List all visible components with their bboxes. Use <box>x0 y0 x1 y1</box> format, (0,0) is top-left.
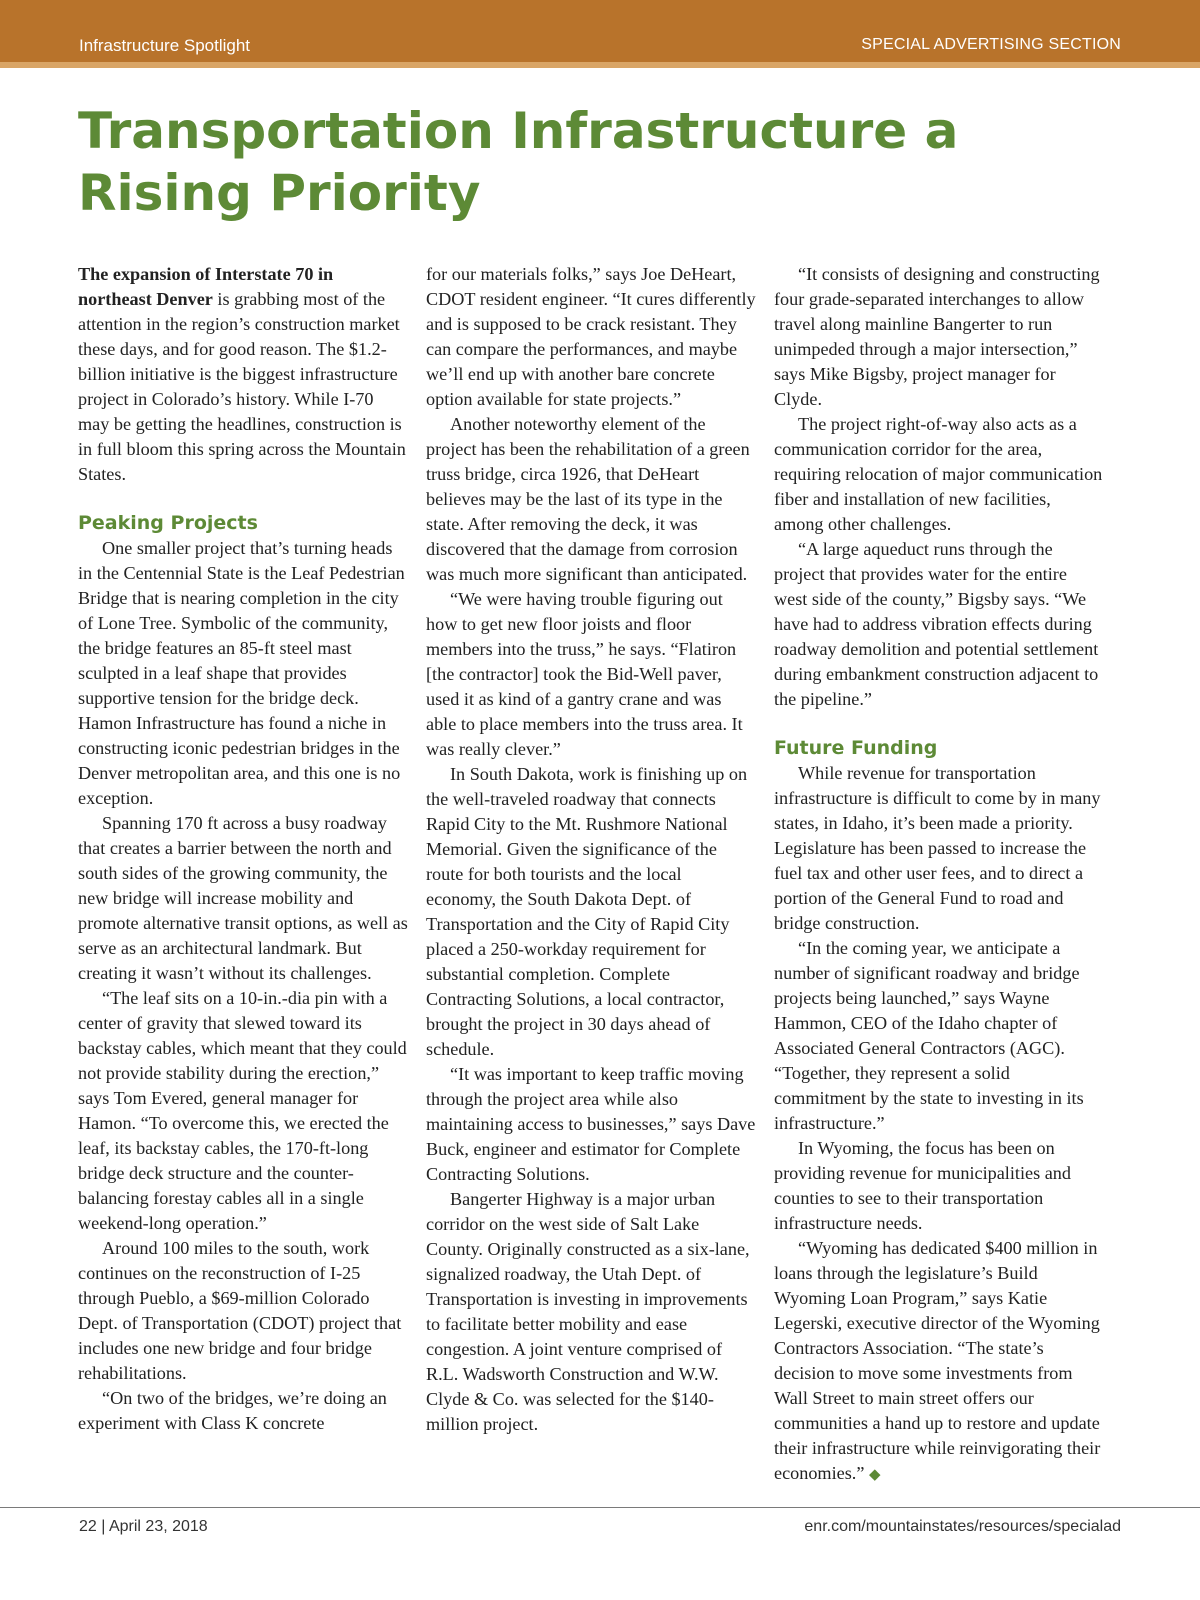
header-accent-line <box>0 62 1200 68</box>
body-paragraph: Around 100 miles to the south, work continues on the reconstruction of I-25 through Pueblo, a $69-million Colorado Dept. of Transportation (CDOT) project that includes one new bridge and four bridge rehabilitations. <box>78 1238 402 1383</box>
body-paragraph: “It was important to keep traffic moving through the project area while also maintaining access to businesses,” says Dave Buck, engineer and estimator for Complete Contracting Solutions. <box>426 1064 756 1184</box>
lead-text: is grabbing most of the attention in the region’s construction market these days, and for good reason. The $1.2-billion initiative is the biggest infrastructure project in Colorado’s history. While I-70 may be getting the headlines, construction is in full bloom this spring across the Mountain States. <box>78 289 406 484</box>
body-paragraph: “On two of the bridges, we’re doing an experiment with Class K concrete <box>78 1388 387 1433</box>
advertising-label: SPECIAL ADVERTISING SECTION <box>861 36 1121 53</box>
body-paragraph: Another noteworthy element of the project has been the rehabilitation of a green truss bridge, circa 1926, that DeHeart believes may be the last of its type in the state. After removing the deck, it was discovered that the damage from corrosion was much more significant than anticipated. <box>426 414 750 584</box>
page-number-date: 22 | April 23, 2018 <box>79 1518 208 1535</box>
closing-paragraph <box>774 1236 1104 1488</box>
body-paragraph: “In the coming year, we anticipate a number of significant roadway and bridge projects being launched,” says Wayne Hammon, CEO of the Idaho chapter of Associated General Contractors (AGC). “Together, they represent a solid commitment by the state to investing in its infrastructure.” <box>774 938 1084 1133</box>
body-paragraph: Spanning 170 ft across a busy roadway that creates a barrier between the north and south sides of the growing community, the new bridge will increase mobility and promote alternative transit options, as well as serve as an architectural landmark. But creating it wasn’t without its challenges. <box>78 813 408 983</box>
body-paragraph: While revenue for transportation infrastructure is difficult to come by in many states, in Idaho, it’s been made a priority. Legislature has been passed to increase the fuel tax and other user fees, and to direct a portion of the General Fund to road and bridge construction. <box>774 763 1101 933</box>
footer-url: enr.com/mountainstates/resources/specialad <box>804 1518 1121 1535</box>
lead-paragraph <box>78 262 408 487</box>
closing-text: “Wyoming has dedicated $400 million in loans through the legislature’s Build Wyoming Loan Program,” says Katie Legerski, executive director of the Wyoming Contractors Association. “The state’s decision to move some investments from Wall Street to main street offers our communities a hand up to restore and update their infrastructure while reinvigorating their economies.” <box>774 1238 1101 1483</box>
article-column-3 <box>774 262 1104 1488</box>
body-paragraph: “A large aqueduct runs through the project that provides water for the entire west side of the county,” Bigsby says. “We have had to address vibration effects during roadway demolition and potential settlement during embankment construction adjacent to the pipeline.” <box>774 539 1099 709</box>
lead-bold-text: The expansion of Interstate 70 in northeast Denver <box>78 264 334 309</box>
article-title: Transportation Infrastructure a Rising Priority <box>78 102 959 222</box>
body-paragraph: for our materials folks,” says Joe DeHeart, CDOT resident engineer. “It cures differently and is supposed to be crack resistant. They can compare the performances, and maybe we’ll end up with another bare concrete option available for state projects.” <box>426 264 756 409</box>
article-column-2 <box>426 262 756 1437</box>
article-column-1 <box>78 262 408 1436</box>
body-paragraph: Bangerter Highway is a major urban corridor on the west side of Salt Lake County. Originally constructed as a six-lane, signalized roadway, the Utah Dept. of Transportation is investing in improvements to facilitate better mobility and ease congestion. A joint venture comprised of R.L. Wadsworth Construction and W.W. Clyde & Co. was selected for the $140-million project. <box>426 1189 750 1434</box>
footer-divider <box>0 1507 1200 1508</box>
body-paragraph: The project right-of-way also acts as a communication corridor for the area, requiring relocation of major communication fiber and installation of new facilities, among other challenges. <box>774 414 1103 534</box>
body-paragraph: In Wyoming, the focus has been on providing revenue for municipalities and counties to see to their transportation infrastructure needs. <box>774 1138 1071 1233</box>
end-mark-icon: ◆ <box>868 1467 881 1483</box>
body-paragraph: “It consists of designing and constructing four grade-separated interchanges to allow travel along mainline Bangerter to run unimpeded through a major intersection,” says Mike Bigsby, project manager for Clyde. <box>774 264 1100 409</box>
body-paragraph: One smaller project that’s turning heads in the Centennial State is the Leaf Pedestrian Bridge that is nearing completion in the city of Lone Tree. Symbolic of the community, the bridge features an 85-ft steel mast sculpted in a leaf shape that provides supportive tension for the bridge deck. Hamon Infrastructure has found a niche in constructing iconic pedestrian bridges in the Denver metropolitan area, and this one is no exception. <box>78 538 405 808</box>
body-paragraph: In South Dakota, work is finishing up on the well-traveled roadway that connects Rapid City to the Mt. Rushmore National Memorial. Given the significance of the route for both tourists and the local economy, the South Dakota Dept. of Transportation and the City of Rapid City placed a 250-workday requirement for substantial completion. Complete Contracting Solutions, a local contractor, brought the project in 30 days ahead of schedule. <box>426 764 748 1059</box>
section-name: Infrastructure Spotlight <box>79 36 251 55</box>
subhead-future-funding: Future Funding <box>774 737 938 759</box>
body-paragraph: “We were having trouble figuring out how to get new floor joists and floor members into the truss,” he says. “Flatiron [the contractor] took the Bid-Well paver, used it as kind of a gantry crane and was able to place members into the truss area. It was really clever.” <box>426 589 743 759</box>
subhead-peaking-projects: Peaking Projects <box>78 512 258 534</box>
body-paragraph: “The leaf sits on a 10-in.-dia pin with a center of gravity that slewed toward its backstay cables, which meant that they could not provide stability during the erection,” says Tom Evered, general manager for Hamon. “To overcome this, we erected the leaf, its backstay cables, the 170-ft-long bridge deck structure and the counter-balancing forestay cables all in a single weekend-long operation.” <box>78 988 407 1233</box>
